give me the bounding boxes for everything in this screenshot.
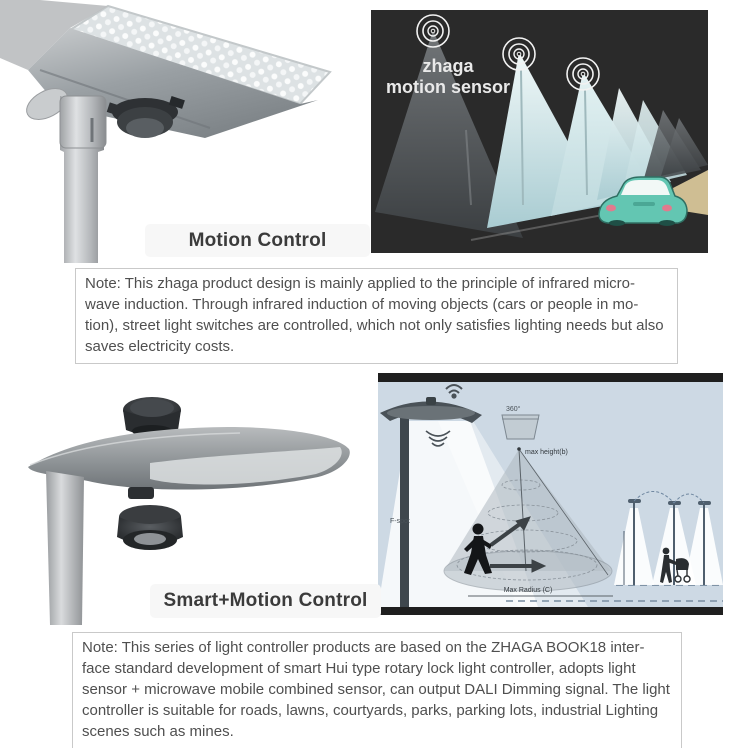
note-motion-control-text: Note: This zhaga product design is mainly applied to the principle of infrared micro- wave induction. Through infrared induction of moving objects (cars or people in mo- tion), street light switches are controlled, which not only satisfies lighting needs but also saves electricity costs. [85,275,664,355]
caption-motion-sensor: motion sensor [385,77,511,97]
caption-zhaga: zhaga [422,56,474,76]
bottom-letterbox [378,607,723,615]
detection-range-scene [378,373,723,615]
caption-motion-control-label: Motion Control [188,229,327,251]
caption-motion-control [145,224,370,257]
top-letterbox [378,373,723,382]
front-label: F-spot [390,518,410,525]
motion-detection-scene [371,10,708,253]
sensor-puck-bottom [117,505,183,550]
max-radius-label: Max Radius (C) [503,587,553,594]
zhaga-sensor-illustration [371,10,708,253]
rotation-label: 360° [506,406,521,413]
smart-detection-diagram [378,373,723,615]
pole-clamp [60,96,106,148]
note-smart-motion [72,632,682,748]
bottom-connector [128,487,154,499]
caption-smart-motion-control-label: Smart+Motion Control [163,590,368,611]
max-height-label: max height(b) [525,449,568,456]
pole-2 [46,471,84,625]
note-motion-control [75,268,678,364]
caption-smart-motion-control [150,584,381,618]
note-smart-motion-text: Note: This series of light controller products are based on the ZHAGA BOOK18 inter-face standard development of smart Hui type rotary lock light controller, adopts light sensor + microwave mobile combined sensor, can output DALI Dimming signal. The light controller is suitable for roads, lawns, courtyards, parks, parking lots, industrial Lighting scenes such as mines. [82,639,670,740]
